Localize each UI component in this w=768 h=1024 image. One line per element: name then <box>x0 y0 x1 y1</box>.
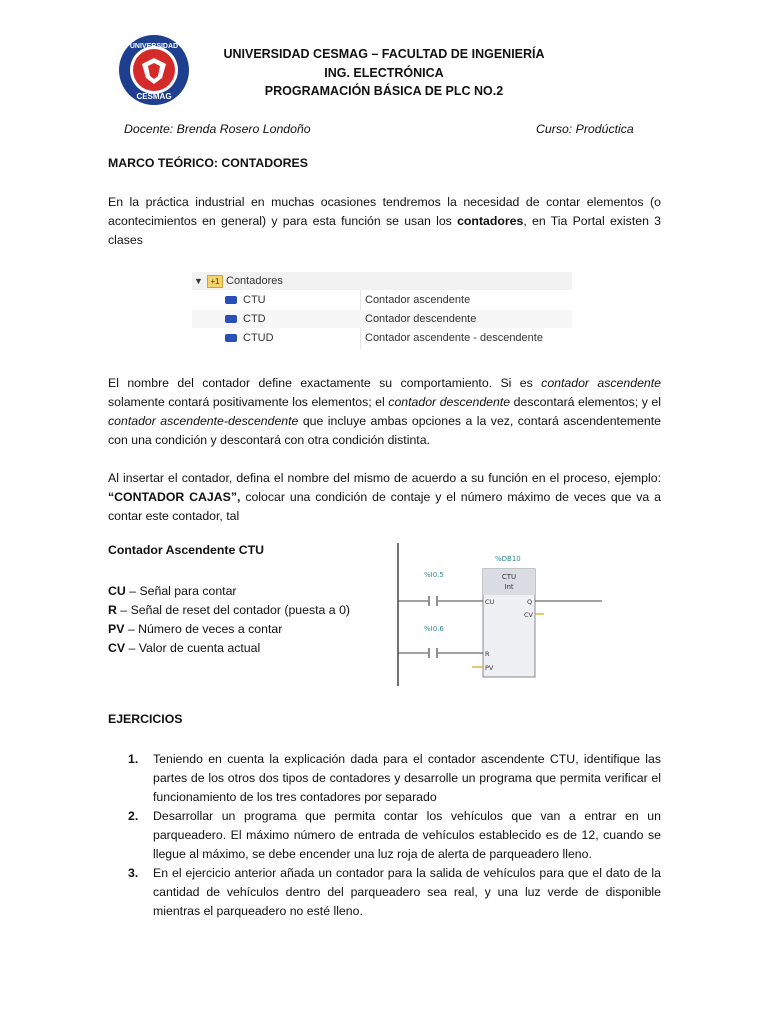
counters-table <box>192 272 572 349</box>
para2-e: descontará elementos; y el <box>510 395 661 409</box>
intro-paragraph <box>108 193 661 250</box>
para3-b: “CONTADOR CAJAS”, <box>108 490 241 504</box>
ctu-pin-item: CU – Señal para contar <box>108 584 237 598</box>
para2-f: contador ascendente-descendente <box>108 414 299 428</box>
pin-q: Q <box>527 598 533 606</box>
db-label: %DB10 <box>495 555 521 563</box>
para2-g: que incluye ambas opciones a la vez, contará ascendentemente con una condición y descontará con otra condición distinta. <box>108 414 661 447</box>
block-icon <box>225 315 237 323</box>
folder-icon: +1 <box>207 275 223 288</box>
table-row-folder <box>192 272 572 290</box>
exercise-item <box>108 750 661 807</box>
folder-label: Contadores <box>226 275 283 287</box>
exercise-item <box>108 864 661 921</box>
course-name: Curso: Prodúctica <box>536 122 634 136</box>
table-row <box>192 291 572 309</box>
block-icon <box>225 296 237 304</box>
input1-address: %I0.5 <box>424 571 444 579</box>
logo-text-bottom: CESMAG <box>136 92 172 101</box>
exercise-list <box>108 750 661 921</box>
ctu-pin-list <box>108 582 350 658</box>
exercise-number: 2. <box>128 809 139 823</box>
input2-address: %I0.6 <box>424 625 444 633</box>
exercise-number: 1. <box>128 752 139 766</box>
intro-bold: contadores <box>457 214 524 228</box>
counter-desc: Contador ascendente <box>365 294 471 306</box>
intro-text-1: En la práctica industrial en muchas ocasiones tendremos la necesidad de contar elementos (o acontecimientos en general) y para esta función se usan los <box>108 195 661 228</box>
exercise-text: Teniendo en cuenta la explicación dada para el contador ascendente CTU, identifique las partes de los otros dos tipos de contadores y desarrolle un programa que permita verificar el funcionamiento de los tres contadores por separado <box>153 752 661 804</box>
table-row <box>192 310 572 328</box>
para2-a: El nombre del contador define exactamente su comportamiento. Si es <box>108 376 542 390</box>
exercise-number: 3. <box>128 866 139 880</box>
para3-c: colocar una condición de contaje y el número máximo de veces que va a contar este contador, tal <box>108 490 661 523</box>
pin-r: R <box>485 650 490 658</box>
header-line-1: UNIVERSIDAD CESMAG – FACULTAD DE INGENIERÍA <box>223 47 545 61</box>
ctu-pin-item: PV – Número de veces a contar <box>108 622 283 636</box>
table-row <box>192 329 572 347</box>
pin-cv: CV <box>524 611 533 619</box>
para2-b: contador ascendente <box>541 376 661 390</box>
exercises-title: EJERCICIOS <box>108 712 183 726</box>
header-line-2: ING. ELECTRÓNICA <box>324 66 444 80</box>
counter-desc: Contador descendente <box>365 313 477 325</box>
counter-name: CTD <box>243 313 266 325</box>
para2-c: solamente contará positivamente los elementos; el <box>108 395 389 409</box>
counter-desc: Contador ascendente - descendente <box>365 332 543 344</box>
exercise-text: Desarrollar un programa que permita contar los vehículos que van a entrar en un parqueadero. El máximo número de entrada de vehículos establecido es de 12, cuando se llegue al máximo, se debe encender una luz roja de alerta de parqueadero lleno. <box>153 809 661 861</box>
logo-text-top: UNIVERSIDAD <box>129 43 179 50</box>
ctu-pin-item: R – Señal de reset del contador (puesta a 0) <box>108 603 350 617</box>
paragraph-insert <box>108 469 661 526</box>
block-type: CTU <box>501 573 517 581</box>
expand-triangle-icon: ▼ <box>194 276 203 286</box>
para2-d: contador descendente <box>388 395 511 409</box>
counter-name: CTUD <box>243 332 274 344</box>
ctu-pin-item: CV – Valor de cuenta actual <box>108 641 261 655</box>
counter-name: CTU <box>243 294 266 306</box>
para3-a: Al insertar el contador, defina el nombre del mismo de acuerdo a su función en el proceso, ejemplo: <box>108 471 661 485</box>
section-title: MARCO TEÓRICO: CONTADORES <box>108 156 308 170</box>
exercise-item <box>108 807 661 864</box>
pin-pv: PV <box>485 664 494 672</box>
header-line-3: PROGRAMACIÓN BÁSICA DE PLC NO.2 <box>264 84 504 98</box>
exercise-text: En el ejercicio anterior añada un contador para la salida de vehículos para que el dato de la cantidad de vehículos dentro del parqueadero sea real, y una luz verde de disponible mientras el parqueadero no esté lleno. <box>153 866 661 918</box>
intro-text-2: , en Tia Portal existen 3 clases <box>108 214 661 247</box>
ladder-diagram <box>392 543 608 686</box>
block-dtype: Int <box>504 583 514 591</box>
paragraph-behavior <box>108 374 661 450</box>
teacher-name: Docente: Brenda Rosero Londoño <box>124 122 311 136</box>
block-icon <box>225 334 237 342</box>
pin-cu: CU <box>485 598 495 606</box>
ctu-title: Contador Ascendente CTU <box>108 543 264 557</box>
